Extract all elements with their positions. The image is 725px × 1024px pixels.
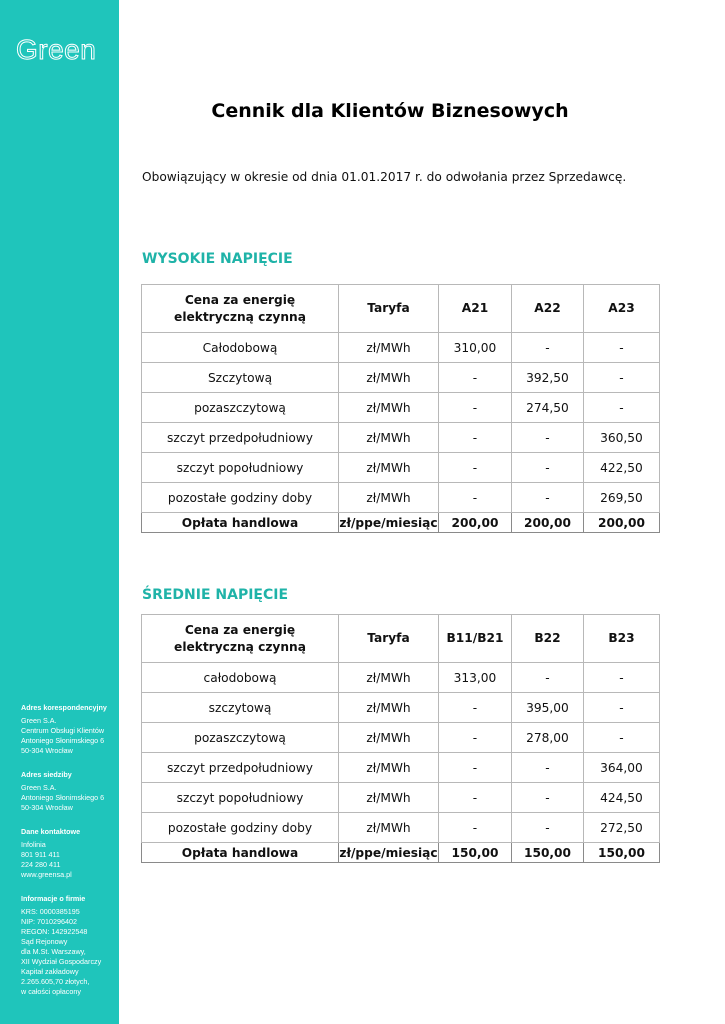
column-header: B22 <box>512 615 584 663</box>
table-row <box>142 753 660 783</box>
column-header: Taryfa <box>339 285 439 333</box>
fee-cell: 150,00 <box>584 843 660 863</box>
sidebar-info-line: Kapitał zakładowy <box>21 967 79 976</box>
sidebar-info-line: XII Wydział Gospodarczy <box>21 957 102 966</box>
high-voltage-price-table <box>141 284 660 533</box>
table-cell: - <box>512 333 584 363</box>
table-cell: Szczytową <box>142 363 339 393</box>
column-header: Cena za energię elektryczną czynną <box>142 615 339 663</box>
table-cell: - <box>584 393 660 423</box>
table-cell: - <box>439 453 512 483</box>
table-cell: - <box>512 453 584 483</box>
column-header: A23 <box>584 285 660 333</box>
table-cell: pozaszczytową <box>142 393 339 423</box>
sidebar-info-line: REGON: 142922548 <box>21 927 88 936</box>
fee-cell: 150,00 <box>512 843 584 863</box>
table-cell: 272,50 <box>584 813 660 843</box>
page-title: Cennik dla Klientów Biznesowych <box>211 100 569 122</box>
table-cell: 313,00 <box>439 663 512 693</box>
table-cell: szczyt popołudniowy <box>142 783 339 813</box>
fee-cell: 200,00 <box>512 513 584 533</box>
table-row <box>142 363 660 393</box>
validity-statement: Obowiązujący w okresie od dnia 01.01.2017 r. do odwołania przez Sprzedawcę. <box>142 170 627 184</box>
table-cell: - <box>439 393 512 423</box>
sidebar-info-block <box>21 827 117 880</box>
table-cell: - <box>439 813 512 843</box>
column-header: B23 <box>584 615 660 663</box>
table-row <box>142 483 660 513</box>
sidebar-info-line: 224 280 411 <box>21 860 61 869</box>
table-cell: szczytową <box>142 693 339 723</box>
table-cell: zł/MWh <box>339 333 439 363</box>
table-cell: pozostałe godziny doby <box>142 483 339 513</box>
table-cell: - <box>439 723 512 753</box>
table-row <box>142 723 660 753</box>
sidebar-info-line: 801 911 411 <box>21 850 60 859</box>
fee-cell: zł/ppe/miesiąc <box>339 843 439 863</box>
column-header: Cena za energię elektryczną czynną <box>142 285 339 333</box>
sidebar-info-heading: Dane kontaktowe <box>21 827 81 836</box>
fee-cell: zł/ppe/miesiąc <box>339 513 439 533</box>
sidebar-info-line: Green S.A. <box>21 716 57 725</box>
table-cell: szczyt popołudniowy <box>142 453 339 483</box>
table-row <box>142 693 660 723</box>
table-cell: 395,00 <box>512 693 584 723</box>
table-cell: 278,00 <box>512 723 584 753</box>
table-cell: 364,00 <box>584 753 660 783</box>
fee-row <box>142 843 660 863</box>
table-cell: 422,50 <box>584 453 660 483</box>
table-cell: pozostałe godziny doby <box>142 813 339 843</box>
table-cell: - <box>512 423 584 453</box>
table-cell: zł/MWh <box>339 453 439 483</box>
green-logo: Green <box>16 34 97 65</box>
table-cell: - <box>512 753 584 783</box>
high-voltage-heading: WYSOKIE NAPIĘCIE <box>142 251 293 267</box>
table-cell: - <box>512 483 584 513</box>
table-cell: - <box>512 663 584 693</box>
table-cell: 274,50 <box>512 393 584 423</box>
table-cell: pozaszczytową <box>142 723 339 753</box>
table-cell: 310,00 <box>439 333 512 363</box>
column-header: Taryfa <box>339 615 439 663</box>
sidebar-info-heading: Informacje o firmie <box>21 894 86 903</box>
table-cell: - <box>439 423 512 453</box>
table-cell: zł/MWh <box>339 783 439 813</box>
table-cell: zł/MWh <box>339 813 439 843</box>
table-cell: zł/MWh <box>339 723 439 753</box>
table-cell: - <box>439 693 512 723</box>
sidebar-info-heading: Adres korespondencyjny <box>21 703 107 712</box>
table-cell: zł/MWh <box>339 693 439 723</box>
table-cell: - <box>584 663 660 693</box>
table-cell: - <box>584 363 660 393</box>
sidebar-info-line: dla M.St. Warszawy, <box>21 947 86 956</box>
sidebar-info-line: NIP: 7010296402 <box>21 917 77 926</box>
fee-cell: 150,00 <box>439 843 512 863</box>
sidebar-info-line: www.greensa.pl <box>21 870 72 879</box>
sidebar-info-line: 50-304 Wrocław <box>21 746 73 755</box>
table-cell: zł/MWh <box>339 393 439 423</box>
table-row <box>142 663 660 693</box>
medium-voltage-price-table <box>141 614 660 863</box>
table-cell: szczyt przedpołudniowy <box>142 753 339 783</box>
sidebar-info-line: Antoniego Słonimskiego 6 <box>21 793 105 802</box>
table-row <box>142 393 660 423</box>
table-cell: zł/MWh <box>339 423 439 453</box>
table-row <box>142 453 660 483</box>
table-cell: - <box>512 813 584 843</box>
sidebar-info-line: Infolinia <box>21 840 46 849</box>
sidebar-info-line: Sąd Rejonowy <box>21 937 68 946</box>
fee-cell: Opłata handlowa <box>142 513 339 533</box>
medium-voltage-heading: ŚREDNIE NAPIĘCIE <box>142 587 289 603</box>
table-row <box>142 423 660 453</box>
column-header: A22 <box>512 285 584 333</box>
sidebar-info-line: 50-304 Wrocław <box>21 803 73 812</box>
sidebar-info-block <box>21 770 117 813</box>
sidebar-info-line: w całości opłacony <box>21 987 81 996</box>
fee-row <box>142 513 660 533</box>
table-cell: - <box>439 783 512 813</box>
table-cell: 424,50 <box>584 783 660 813</box>
table-cell: szczyt przedpołudniowy <box>142 423 339 453</box>
sidebar-info-block <box>21 894 117 997</box>
table-cell: zł/MWh <box>339 363 439 393</box>
sidebar-info-line: Antoniego Słonimskiego 6 <box>21 736 105 745</box>
table-header-row <box>142 615 660 663</box>
sidebar-info-line: Green S.A. <box>21 783 57 792</box>
fee-cell: Opłata handlowa <box>142 843 339 863</box>
table-cell: Całodobową <box>142 333 339 363</box>
company-info <box>21 703 117 1011</box>
table-header-row <box>142 285 660 333</box>
table-cell: - <box>584 333 660 363</box>
table-row <box>142 783 660 813</box>
table-cell: - <box>512 783 584 813</box>
table-cell: zł/MWh <box>339 753 439 783</box>
table-cell: 392,50 <box>512 363 584 393</box>
table-cell: - <box>584 693 660 723</box>
table-cell: zł/MWh <box>339 663 439 693</box>
fee-cell: 200,00 <box>439 513 512 533</box>
sidebar-info-heading: Adres siedziby <box>21 770 72 779</box>
table-row <box>142 333 660 363</box>
column-header: B11/B21 <box>439 615 512 663</box>
table-cell: - <box>439 363 512 393</box>
sidebar-info-line: Centrum Obsługi Klientów <box>21 726 105 735</box>
sidebar <box>0 0 119 1024</box>
table-cell: - <box>439 483 512 513</box>
column-header: A21 <box>439 285 512 333</box>
fee-cell: 200,00 <box>584 513 660 533</box>
table-cell: całodobową <box>142 663 339 693</box>
table-cell: 360,50 <box>584 423 660 453</box>
table-cell: zł/MWh <box>339 483 439 513</box>
sidebar-info-line: 2.265.605,70 złotych, <box>21 977 90 986</box>
sidebar-info-line: KRS: 0000385195 <box>21 907 80 916</box>
table-cell: 269,50 <box>584 483 660 513</box>
table-row <box>142 813 660 843</box>
table-cell: - <box>439 753 512 783</box>
sidebar-info-block <box>21 703 117 756</box>
table-cell: - <box>584 723 660 753</box>
